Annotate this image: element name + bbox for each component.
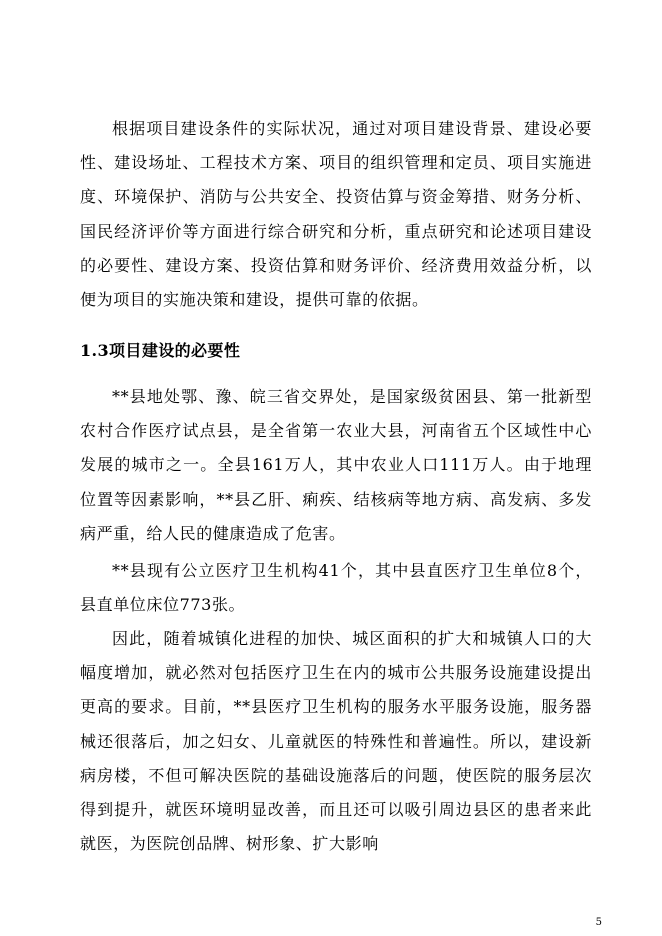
body-paragraph-construction-rationale: 因此，随着城镇化进程的加快、城区面积的扩大和城镇人口的大幅度增加，就必然对包括医疗卫生在内的城市公共服务设施建设提出更高的要求。目前，**县医疗卫生机构的服务水平服务设施，服务器械还很落后，加之妇女、儿童就医的特殊性和普遍性。所以，建设新病房楼，不但可解决医院的基础设施落后的问题，使医院的服务层次得到提升，就医环境明显改善，而且还可以吸引周边县区的患者来此就医，为医院创品牌、树形象、扩大影响 bbox=[80, 629, 592, 854]
body-paragraph-county-overview: **县地处鄂、豫、皖三省交界处，是国家级贫困县、第一批新型农村合作医疗试点县，是全省第一农业大县，河南省五个区域性中心发展的城市之一。全县161万人，其中农业人口111万人。由于地理位置等因素影响，**县乙肝、痢疾、结核病等地方病、高发病、多发病严重，给人民的健康造成了危害。 bbox=[80, 387, 592, 543]
section-heading: 1.3项目建设的必要性 bbox=[80, 341, 241, 360]
body-paragraph-medical-institutions: **县现有公立医疗卫生机构41个，其中县直医疗卫生单位8个，县直单位床位773张。 bbox=[80, 561, 592, 615]
intro-paragraph: 根据项目建设条件的实际状况，通过对项目建设背景、建设必要性、建设场址、工程技术方案、项目的组织管理和定员、项目实施进度、环境保护、消防与公共安全、投资估算与资金筹措、财务分析、国民经济评价等方面进行综合研究和分析，重点研究和论述项目建设的必要性、建设方案、投资估算和财务评价、经济费用效益分析，以便为项目的实施决策和建设，提供可靠的依据。 bbox=[80, 119, 592, 310]
page-number: 5 bbox=[595, 917, 602, 928]
